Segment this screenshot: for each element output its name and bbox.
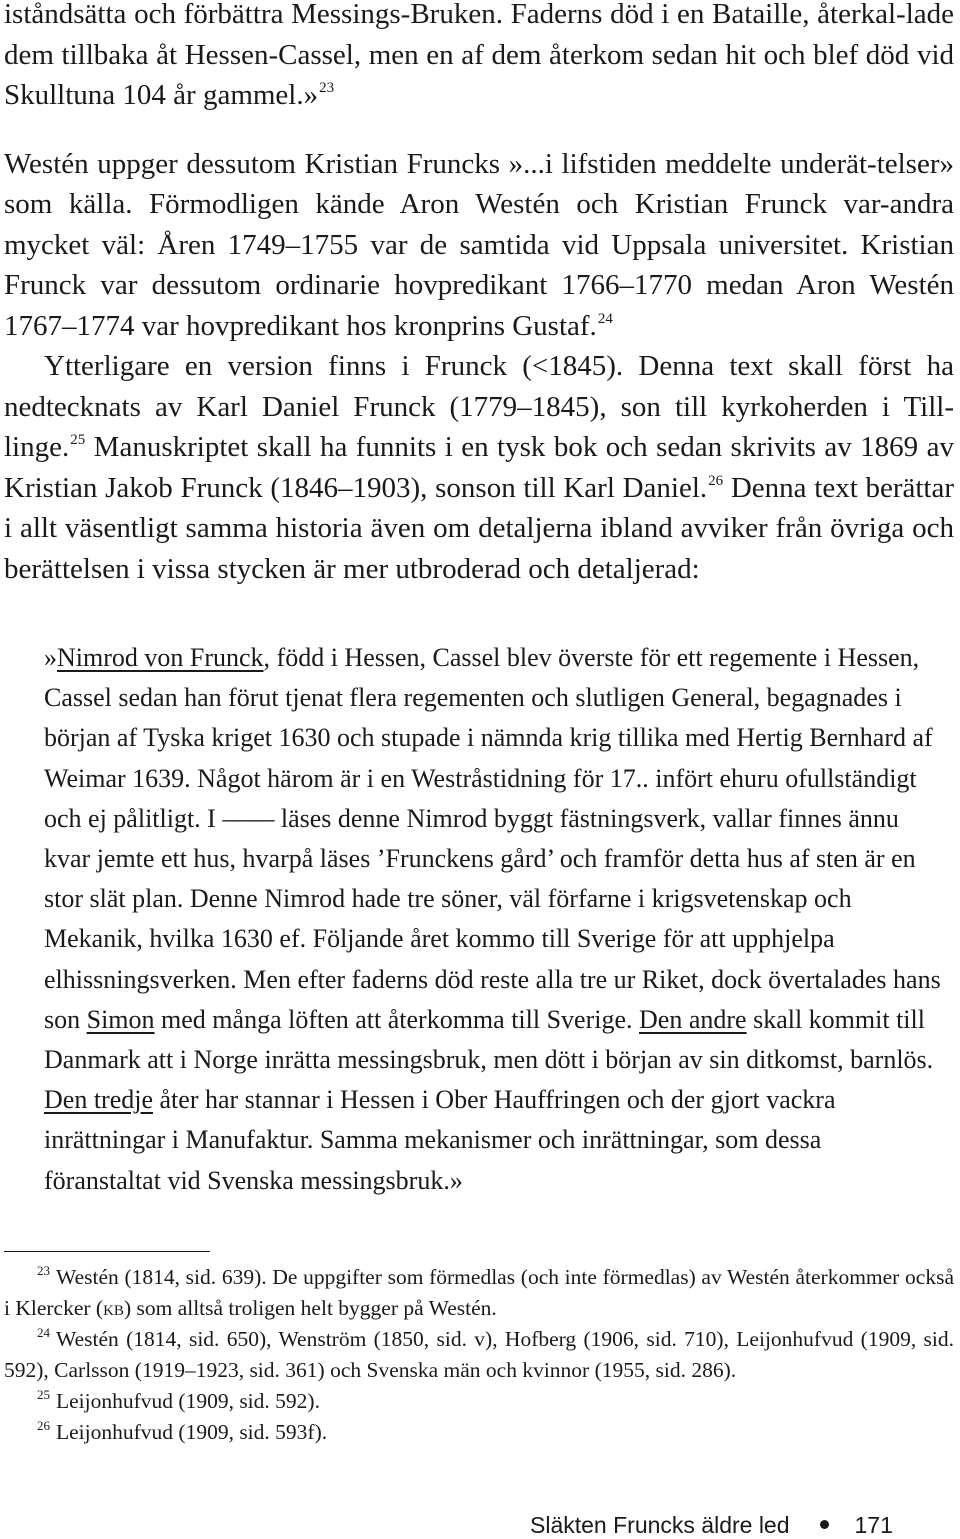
quote-text: med många löften att återkomma till Sverige.: [154, 1004, 640, 1034]
footnote-ref[interactable]: 25: [70, 432, 86, 448]
paragraph-text: Denna text berättar i allt väsentligt samma historia även om detaljerna ibland avviker från övriga och berättelsen i vissa stycken är mer utbroderad och detaljerad:: [4, 471, 954, 585]
footnote-ref[interactable]: 26: [708, 472, 724, 489]
quote-name-den-andre: Den andre: [639, 1004, 747, 1034]
paragraph-text: Manuskriptet skall ha funnits i en tysk bok och sedan skrivits av 1869 av Kristian Jakob Frunck (1846–1903), sonson till Karl Daniel.: [4, 431, 954, 504]
quote-text: skall kommit till Danmark att i Norge inrätta messingsbruk, men dött i början av sin ditkomst, barnlös.: [44, 1004, 934, 1075]
footnote-ref[interactable]: 24: [597, 310, 613, 327]
footnote-24: [4, 1324, 954, 1386]
bullet-separator: [820, 1520, 829, 1529]
body-text: [4, 0, 954, 589]
paragraph: [4, 346, 954, 589]
running-title: Släkten Fruncks äldre led: [530, 1512, 790, 1538]
paragraph-text: iståndsätta och förbättra Messings-Bruken. Faderns död i en Bataille, återkal-lade dem tillbaka åt Hessen-Cassel, men en af dem återkom sedan hit och blef död vid Skulltuna 104 år gammel.»: [4, 0, 954, 111]
quote-name-simon: Simon: [86, 1004, 155, 1034]
footnote-text: ) som alltså troligen helt bygger på Westén.: [123, 1296, 497, 1320]
footnote-text: Leijonhufvud (1909, sid. 592).: [56, 1389, 320, 1413]
footnote-number: 26: [37, 1418, 50, 1433]
footnote-23: [4, 1262, 954, 1324]
quote-open: »: [44, 643, 57, 672]
quote-name-nimrod: Nimrod von Frunck: [57, 643, 264, 672]
footnote-number: 23: [37, 1263, 50, 1278]
footnote-divider: [4, 1251, 210, 1252]
footnotes: [4, 1262, 954, 1448]
footnote-25: [4, 1386, 954, 1417]
quote-text: åter har stannar i Hessen i Ober Hauffringen och der gjort vackra inrättningar i Manufaktur. Samma mekanismer och inrättningar, som dessa föranstaltat vid Svenska messingsbruk.»: [44, 1085, 836, 1195]
block-quote: [44, 638, 944, 1201]
quote-text: , född i Hessen, Cassel blev överste för ett regemente i Hessen, Cassel sedan han förut tjenat flera regementen och slutligen General, begagnades i början af Tyska kriget 1630 och stupade i nämnda krig tillika med Hertig Bernhard af Weimar 1639. Något härom är i en Westråstidning för 17.. infört ehuru ofullständigt och ej pålitligt. I –––– läses denne Nimrod byggt fästningsverk, vallar finnes ännu kvar jemte ett hus, hvarpå läses ’Frunckens gård’ och framför detta hus af sten är en stor slät plan. Denne Nimrod hade tre söner, väl förfarne i krigsvetenskap och Mekanik, hvilka 1630 ef. Följande året kommo till Sverige för att upphjelpa elhissningsverken. Men efter faderns död reste alla tre ur Riket, dock övertalades hans son: [44, 643, 941, 1034]
quote-name-den-tredje: Den tredje: [44, 1085, 154, 1115]
footnote-ref[interactable]: 23: [319, 80, 335, 96]
paragraph-text: Westén uppger dessutom Kristian Fruncks »...i lifstiden meddelte underät-telser» som källa. Förmodligen kände Aron Westén och Kristian Frunck var-andra mycket väl: Åren 1749–1755 var de samtida vid Uppsala universitet. Kristian Frunck var dessutom ordinarie hovpredikant 1766–1770 medan Aron Westén 1767–1774 var hovpredikant hos kronprins Gustaf.: [4, 147, 954, 342]
footnote-26: [4, 1417, 954, 1448]
paragraph: [4, 144, 954, 347]
footnote-text: Leijonhufvud (1909, sid. 593f).: [56, 1420, 328, 1444]
footnote-text: Westén (1814, sid. 650), Wenström (1850, sid. v), Hofberg (1906, sid. 710), Leijonhufvud (1909, sid. 592), Carlsson (1919–1923, sid. 361) och Svenska män och kvinnor (1955, sid. 286).: [4, 1327, 954, 1382]
paragraph: [4, 0, 954, 116]
footnote-number: 25: [37, 1387, 50, 1402]
page-number: 171: [854, 1512, 893, 1538]
page-footer: [530, 1511, 930, 1539]
footnote-number: 24: [37, 1325, 50, 1340]
footnote-text: Westén (1814, sid. 639). De uppgifter som förmedlas (och inte förmedlas) av Westén återkommer också i Klercker (: [4, 1265, 954, 1320]
footnote-abbrev: kb: [103, 1296, 124, 1320]
paragraph-text: Ytterligare en version finns i Frunck (<1845). Denna text skall först ha nedtecknats av Karl Daniel Frunck (1779–1845), son till kyrkoherden i Till-linge.: [4, 350, 954, 463]
